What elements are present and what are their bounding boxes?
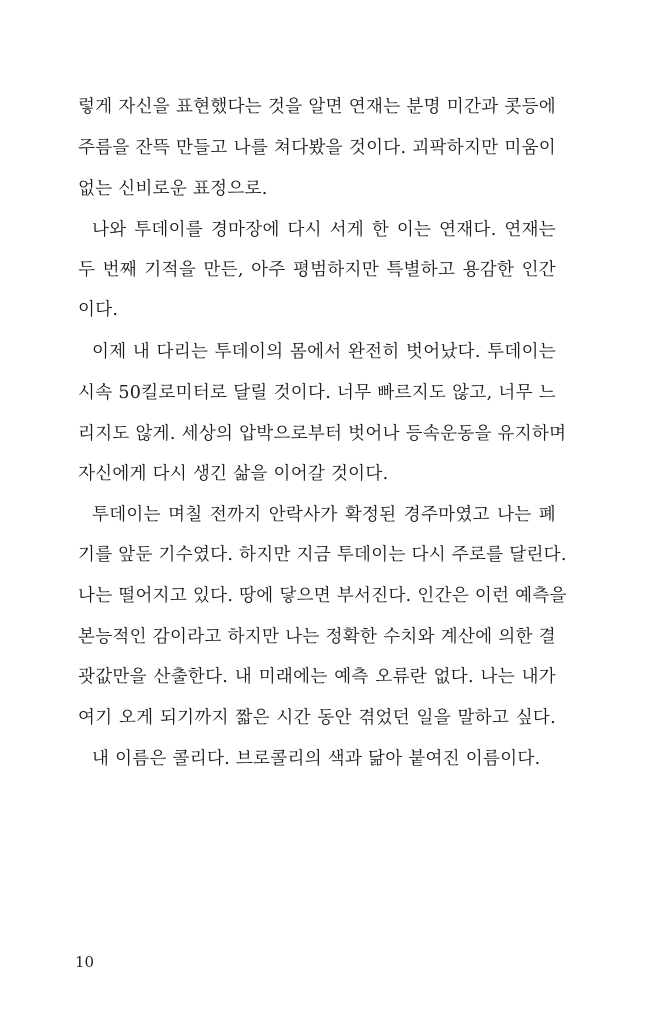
text-line: 본능적인 감이라고 하지만 나는 정확한 수치와 계산에 의한 결 [78,627,556,647]
paragraph-first-line: 내 이름은 콜리다. 브로콜리의 색과 닮아 붙여진 이름이다. [92,749,541,769]
text-line: 기를 앞둔 기수였다. 하지만 지금 투데이는 다시 주로를 달린다. [78,545,567,565]
text-line: 두 번째 기적을 만든, 아주 평범하지만 특별하고 용감한 인간 [78,260,556,280]
text-line: 렇게 자신을 표현했다는 것을 알면 연재는 분명 미간과 콧등에 [78,97,556,117]
text-line: 나는 떨어지고 있다. 땅에 닿으면 부서진다. 인간은 이런 예측을 [78,586,567,606]
text-line: 자신에게 다시 생긴 삶을 이어갈 것이다. [78,464,389,484]
paragraph-first-line: 투데이는 며칠 전까지 안락사가 확정된 경주마였고 나는 폐 [92,505,556,525]
text-line: 여기 오게 되기까지 짧은 시간 동안 겪었던 일을 말하고 싶다. [78,708,556,728]
paragraph-first-line: 이제 내 다리는 투데이의 몸에서 완전히 벗어났다. 투데이는 [92,342,556,362]
text-line: 괏값만을 산출한다. 내 미래에는 예측 오류란 없다. 나는 내가 [78,667,556,687]
paragraph-first-line: 나와 투데이를 경마장에 다시 서게 한 이는 연재다. 연재는 [92,220,556,240]
text-line: 시속 50킬로미터로 달릴 것이다. 너무 빠르지도 않고, 너무 느 [78,383,556,403]
page-number: 10 [75,953,95,971]
text-line: 주름을 잔뜩 만들고 나를 쳐다봤을 것이다. 괴팍하지만 미움이 [78,138,556,158]
text-line: 리지도 않게. 세상의 압박으로부터 벗어나 등속운동을 유지하며 [78,424,567,444]
text-line: 이다. [78,300,119,320]
text-line: 없는 신비로운 표정으로. [78,179,268,199]
